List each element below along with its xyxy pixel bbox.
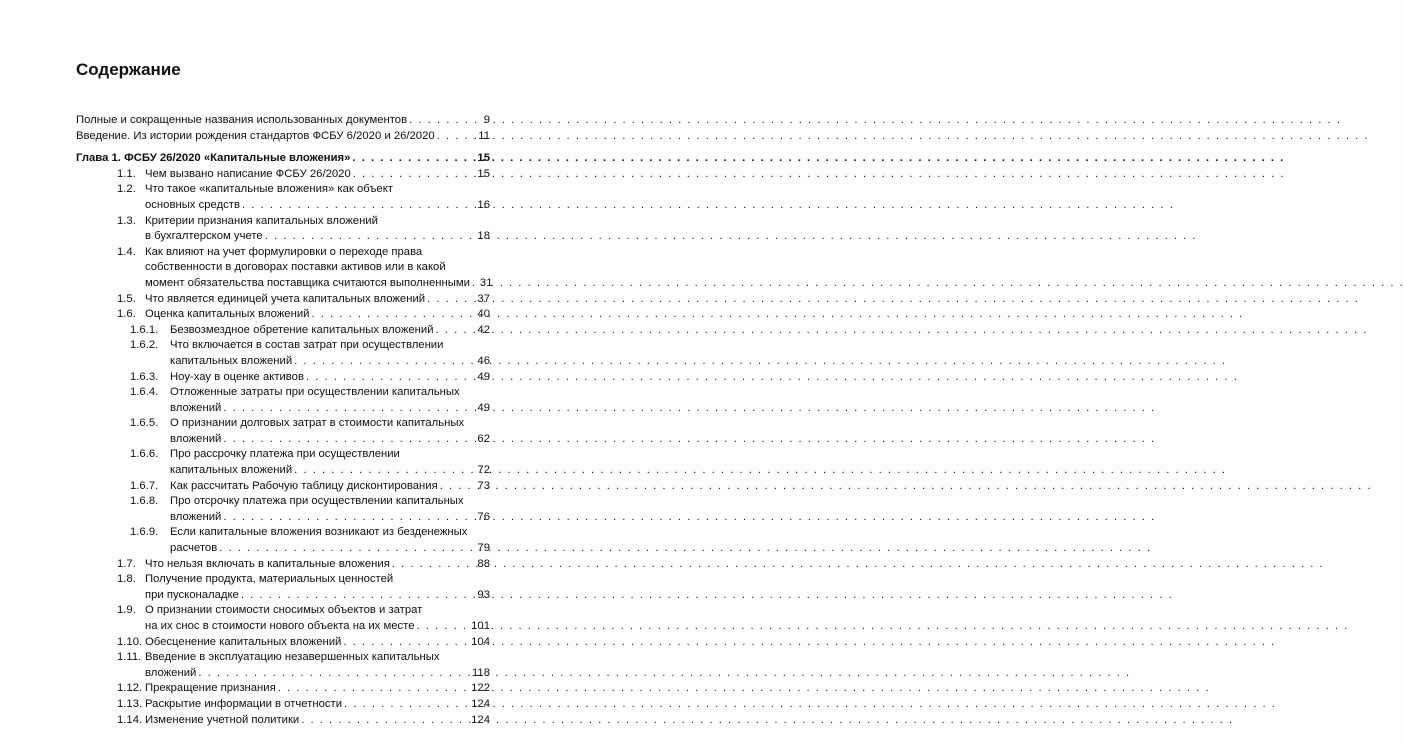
toc-page-number: 49: [477, 401, 490, 414]
toc-entry: [130, 385, 490, 416]
toc-page-number: 122: [471, 682, 490, 695]
toc-entry-number: 1.6.4.: [130, 386, 159, 399]
dot-leader: [223, 401, 475, 417]
toc-entry-text: Раскрытие информации в отчетности: [145, 697, 343, 710]
toc-page-number: 101: [471, 620, 490, 632]
toc-entry-text: Ноу-хау в оценке активов: [170, 370, 304, 383]
toc-entry-number: 1.7.: [117, 557, 136, 570]
toc-entry: [130, 370, 490, 386]
toc-entry: [130, 494, 490, 525]
dot-leader: [301, 713, 469, 729]
toc-page-number: 18: [477, 230, 490, 243]
toc-entry-number: 1.8.: [117, 573, 136, 586]
toc-page-number: 118: [471, 666, 490, 679]
toc-entry: [117, 557, 490, 573]
toc-entry-number: 1.5.: [117, 292, 136, 305]
dot-leader: [311, 307, 475, 323]
toc-entry: [117, 572, 490, 603]
toc-page-number: 124: [471, 713, 490, 726]
toc-entry: [117, 182, 490, 213]
toc-page-number: 11: [478, 129, 490, 142]
toc-page-number: 37: [477, 292, 490, 305]
dot-leader: [436, 323, 476, 339]
dot-leader: [353, 167, 476, 183]
dot-leader: [472, 276, 478, 292]
dot-leader: [344, 697, 469, 713]
toc-entry-text: собственности в договорах поставки активов или в какой: [145, 261, 446, 274]
toc-entry-text: Прекращение признания: [145, 682, 276, 695]
toc-entry-number: 1.10.: [117, 635, 143, 648]
dot-leader: [278, 681, 469, 697]
toc-entry-number: 1.6.7.: [130, 479, 159, 492]
toc-entry: [117, 713, 490, 729]
toc-entry: [117, 307, 490, 323]
toc-entry-number: 1.9.: [117, 604, 136, 617]
toc-entry-text: Чем вызвано написание ФСБУ 26/2020: [145, 167, 351, 180]
dot-leader: [294, 463, 475, 479]
toc-entry: [117, 214, 490, 245]
toc-entry-number: 1.6.2.: [130, 339, 159, 352]
toc-entry-number: 1.3.: [117, 214, 136, 227]
toc-page-number: 72: [477, 464, 490, 477]
dot-leader: [219, 541, 475, 557]
dot-leader: [242, 198, 475, 214]
dot-leader: [427, 292, 475, 308]
toc-entry-text: Если капитальные вложения возникают из безденежных: [170, 526, 468, 539]
toc-entry-text: при пусконаладке: [145, 588, 239, 601]
toc-entry-text: Про отсрочку платежа при осуществлении капитальных: [170, 495, 464, 508]
toc-entry: [130, 525, 490, 556]
toc-entry-text: на их снос в стоимости нового объекта на их месте: [145, 620, 415, 632]
toc-entry: [117, 167, 490, 183]
toc-chapter-entry: [76, 151, 490, 167]
dot-leader: [294, 354, 475, 370]
toc-page-number: 46: [477, 354, 490, 367]
toc-entry-text: в бухгалтерском учете: [145, 230, 263, 243]
toc-entry: [76, 113, 490, 129]
toc-entry-text: вложений: [170, 401, 222, 414]
toc-entry-number: 1.1.: [117, 167, 136, 180]
toc-entry: [117, 697, 490, 713]
toc-page-number: 104: [471, 635, 490, 648]
toc-page-number: 42: [477, 323, 490, 336]
toc-entry: [130, 479, 490, 495]
toc-entry-text: Что такое «капитальные вложения» как объект: [145, 183, 393, 196]
toc-entry-text: Введение. Из истории рождения стандартов ФСБУ 6/2020 и 26/2020: [76, 129, 435, 142]
toc-page-number: 93: [477, 588, 490, 601]
toc-entry-text: Как влияют на учет формулировки о переходе права: [145, 245, 423, 258]
toc-page-number: 73: [477, 479, 490, 492]
toc-entry-text: Что включается в состав затрат при осуществлении: [170, 339, 444, 352]
dot-leader: [392, 557, 476, 573]
toc-entry-text: Критерии признания капитальных вложений: [145, 214, 378, 227]
toc-entry-number: 1.12.: [117, 682, 143, 695]
dot-leader: [352, 151, 475, 167]
toc-page-number: 79: [477, 542, 490, 555]
toc-entry-number: 1.13.: [117, 697, 143, 710]
toc-page-number: 88: [477, 557, 490, 570]
toc-page-number: 15: [477, 167, 490, 180]
toc-entry-text: капитальных вложений: [170, 354, 293, 367]
toc-entry-text: Про рассрочку платежа при осуществлении: [170, 448, 400, 461]
toc-entry: [117, 292, 490, 308]
toc-entry-number: 1.6.5.: [130, 417, 159, 430]
toc-entry-number: 1.6.9.: [130, 526, 159, 539]
toc-entry: [130, 323, 490, 339]
toc-entry-text: ФСБУ 26/2020 «Капитальные вложения»: [124, 152, 351, 165]
toc-entry-number: 1.6.1.: [130, 323, 159, 336]
toc-entry-number: 1.6.3.: [130, 370, 159, 383]
toc-entry-number: Глава 1.: [76, 152, 125, 165]
toc-entry: [117, 635, 490, 651]
toc-entry: [117, 245, 493, 292]
dot-leader: [437, 129, 477, 145]
toc-entry: [130, 416, 490, 447]
toc-entry-text: Полные и сокращенные названия использованных документов: [76, 114, 408, 126]
toc-entry-text: вложений: [170, 432, 222, 445]
dot-leader: [223, 432, 475, 448]
toc-entry: [117, 603, 490, 634]
toc-entry-text: вложений: [170, 510, 222, 523]
toc-entry-text: Как рассчитать Рабочую таблицу дисконтирования: [170, 479, 438, 492]
table-of-contents: [0, 113, 600, 728]
toc-page-number: 124: [471, 697, 490, 710]
toc-entry-text: капитальных вложений: [170, 464, 293, 477]
toc-entry-text: Безвозмездное обретение капитальных вложений: [170, 323, 434, 336]
dot-leader: [409, 113, 482, 129]
dot-leader: [306, 370, 475, 386]
dot-leader: [241, 588, 476, 604]
toc-page-number: 49: [477, 370, 490, 383]
toc-entry-text: Изменение учетной политики: [145, 713, 300, 726]
toc-entry-number: 1.2.: [117, 183, 136, 196]
dot-leader: [198, 666, 470, 682]
toc-entry-text: вложений: [145, 666, 197, 679]
dot-leader: [343, 635, 469, 651]
toc-entry: [130, 447, 490, 478]
toc-page-number: 16: [477, 198, 490, 211]
toc-entry-number: 1.6.: [117, 308, 136, 321]
page-title: Содержание: [76, 60, 181, 79]
toc-entry-text: момент обязательства поставщика считаются выполненными: [145, 276, 470, 289]
toc-page-number: 15: [477, 152, 490, 165]
toc-entry-text: расчетов: [170, 542, 218, 555]
toc-page-number: 9: [483, 114, 490, 126]
dot-leader: [440, 479, 476, 495]
toc-entry-text: Обесценение капитальных вложений: [145, 635, 342, 648]
toc-entry-number: 1.11.: [117, 651, 142, 664]
toc-page-number: 31: [479, 276, 493, 289]
dot-leader: [265, 229, 476, 245]
toc-entry-text: Получение продукта, материальных ценностей: [145, 573, 394, 586]
toc-entry: [117, 650, 490, 681]
toc-entry-text: основных средств: [145, 198, 240, 211]
toc-page-number: 76: [477, 510, 490, 523]
toc-entry-text: Введение в эксплуатацию незавершенных капитальных: [145, 651, 440, 664]
toc-entry-text: Что является единицей учета капитальных вложений: [145, 292, 426, 305]
toc-page-number: 62: [477, 432, 490, 445]
toc-entry-text: Что нельзя включать в капитальные вложения: [145, 557, 390, 570]
toc-entry-number: 1.4.: [117, 245, 136, 258]
toc-page-number: 40: [477, 308, 490, 321]
toc-entry-text: О признании долговых затрат в стоимости капитальных: [170, 417, 465, 430]
dot-leader: [223, 510, 475, 526]
toc-entry: [117, 681, 490, 697]
toc-entry-text: Оценка капитальных вложений: [145, 308, 310, 321]
toc-entry: [76, 129, 490, 145]
toc-entry: [130, 338, 490, 369]
toc-entry-number: 1.6.8.: [130, 495, 159, 508]
toc-entry-text: Отложенные затраты при осуществлении капитальных: [170, 386, 460, 399]
toc-entry-text: О признании стоимости сносимых объектов и затрат: [145, 604, 423, 617]
toc-entry-number: 1.6.6.: [130, 448, 159, 461]
toc-entry-number: 1.14.: [117, 713, 143, 726]
dot-leader: [416, 619, 469, 635]
